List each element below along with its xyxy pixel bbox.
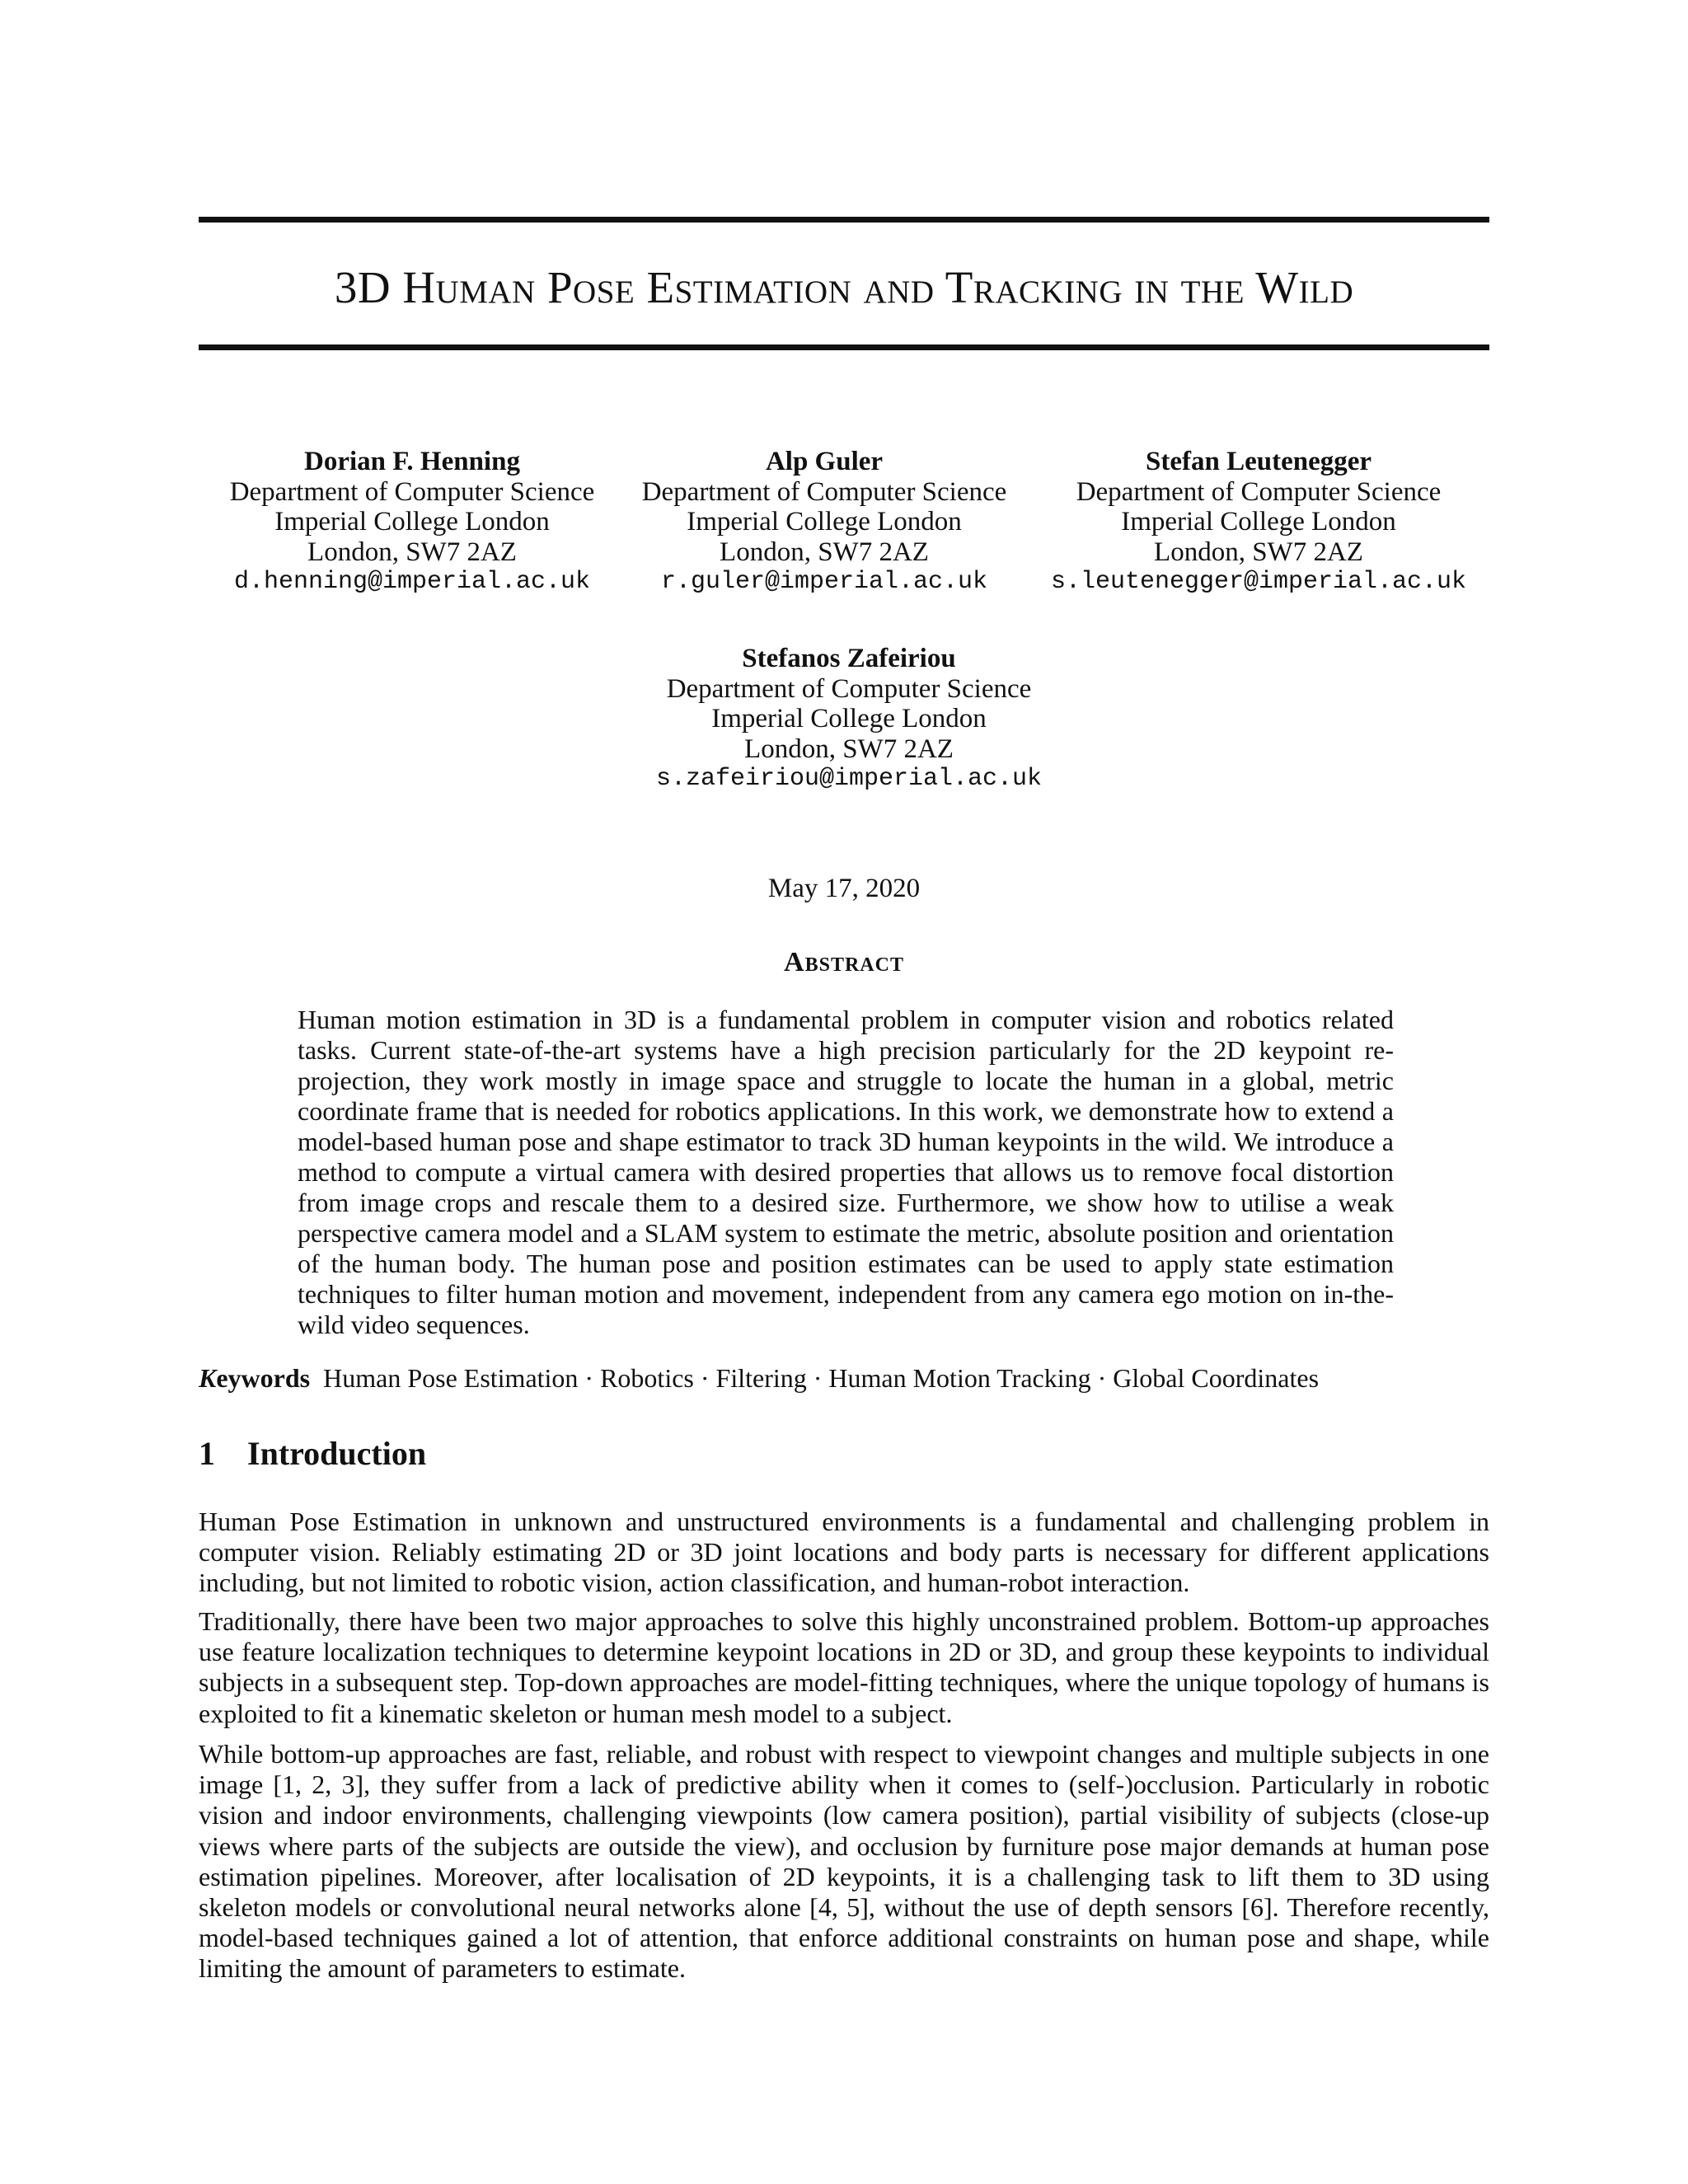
author-address: London, SW7 2AZ [744, 733, 954, 764]
author-address: London, SW7 2AZ [307, 537, 517, 567]
keywords-label-rest: eywords [216, 1363, 311, 1393]
keywords-label-initial: K [199, 1363, 217, 1393]
author-name: Stefanos Zafeiriou [742, 644, 956, 673]
author-name: Stefan Leutenegger [1145, 447, 1372, 476]
publication-date: May 17, 2020 [767, 874, 921, 903]
author-email[interactable]: r.guler@imperial.ac.uk [660, 568, 988, 596]
section-title: Introduction [247, 1435, 427, 1472]
keywords-label [199, 1363, 310, 1393]
author-email[interactable]: s.zafeiriou@imperial.ac.uk [655, 765, 1043, 793]
author-department: Department of Computer Science [666, 673, 1032, 704]
author-block [610, 447, 1039, 598]
author-email[interactable]: d.henning@imperial.ac.uk [233, 568, 591, 596]
section-heading [199, 1434, 426, 1474]
author-block [198, 447, 626, 598]
author-name: Alp Guler [765, 447, 884, 476]
author-institution: Imperial College London [1121, 507, 1396, 537]
abstract-text: Human motion estimation in 3D is a fundamental problem in computer vision and robotics related tasks. Current state-of-the-art systems have a high precision particularly for the 2D keypoint re-projection, they work mostly in image space and struggle to locate the human in a global, metric coordinate frame that is needed for robotics applications. In this work, we demonstrate how to extend a model-based human pose and shape estimator to track 3D human keypoints in the wild. We introduce a method to compute a virtual camera with desired properties that allows us to remove focal distortion from image crops and rescale them to a desired size. Furthermore, we show how to utilise a weak perspective camera model and a SLAM system to estimate the metric, absolute position and orientation of the human body. The human pose and position estimates can be used to apply state estimation techniques to filter human motion and movement, independent from any camera ego motion on in-the-wild video sequences. [298, 1005, 1394, 1339]
body-paragraph: Human Pose Estimation in unknown and unstructured environments is a fundamental and challenging problem in computer vision. Reliably estimating 2D or 3D joint locations and body parts is necessary for different applications including, but not limited to robotic vision, action classification, and human-robot interaction. [199, 1507, 1489, 1598]
author-department: Department of Computer Science [641, 476, 1007, 507]
section-number: 1 [199, 1435, 215, 1472]
abstract-heading: Abstract [784, 947, 904, 977]
author-department: Department of Computer Science [229, 476, 595, 507]
paper-title: 3D Human Pose Estimation and Tracking in the Wild [334, 262, 1354, 312]
author-address: London, SW7 2AZ [720, 537, 929, 567]
author-address: London, SW7 2AZ [1154, 537, 1363, 567]
keywords-list: Human Pose Estimation · Robotics · Filtering · Human Motion Tracking · Global Coordinates [323, 1363, 1320, 1393]
title-rule-bottom [199, 344, 1489, 350]
keywords-line [199, 1363, 1489, 1394]
author-department: Department of Computer Science [1076, 476, 1442, 507]
author-institution: Imperial College London [711, 704, 987, 733]
author-institution: Imperial College London [274, 507, 550, 537]
author-institution: Imperial College London [687, 507, 962, 537]
body-paragraph: While bottom-up approaches are fast, reliable, and robust with respect to viewpoint changes and multiple subjects in one image [1, 2, 3], they suffer from a lack of predictive ability when it comes to (self-)occlusion. Particularly in robotic vision and indoor environments, challenging viewpoints (low camera position), partial visibility of subjects (close-up views where parts of the subjects are outside the view), and occlusion by furniture pose major demands at human pose estimation pipelines. Moreover, after localisation of 2D keypoints, it is a challenging task to lift them to 3D using skeleton models or convolutional neural networks alone [4, 5], without the use of depth sensors [6]. Therefore recently, model-based techniques gained a lot of attention, that enforce additional constraints on human pose and shape, while limiting the amount of parameters to estimate. [199, 1739, 1489, 1984]
author-email[interactable]: s.leutenegger@imperial.ac.uk [1050, 568, 1467, 596]
author-block [635, 644, 1063, 794]
title-rule-top [199, 217, 1489, 223]
author-name: Dorian F. Henning [304, 447, 520, 476]
body-paragraph: Traditionally, there have been two major approaches to solve this highly unconstrained problem. Bottom-up approaches use feature localization techniques to determine keypoint locations in 2D or 3D, and group these keypoints to individual subjects in a subsequent step. Top-down approaches are model-fitting techniques, where the unique topology of humans is exploited to fit a kinematic skeleton or human mesh model to a subject. [199, 1606, 1489, 1728]
author-block [1044, 447, 1473, 598]
